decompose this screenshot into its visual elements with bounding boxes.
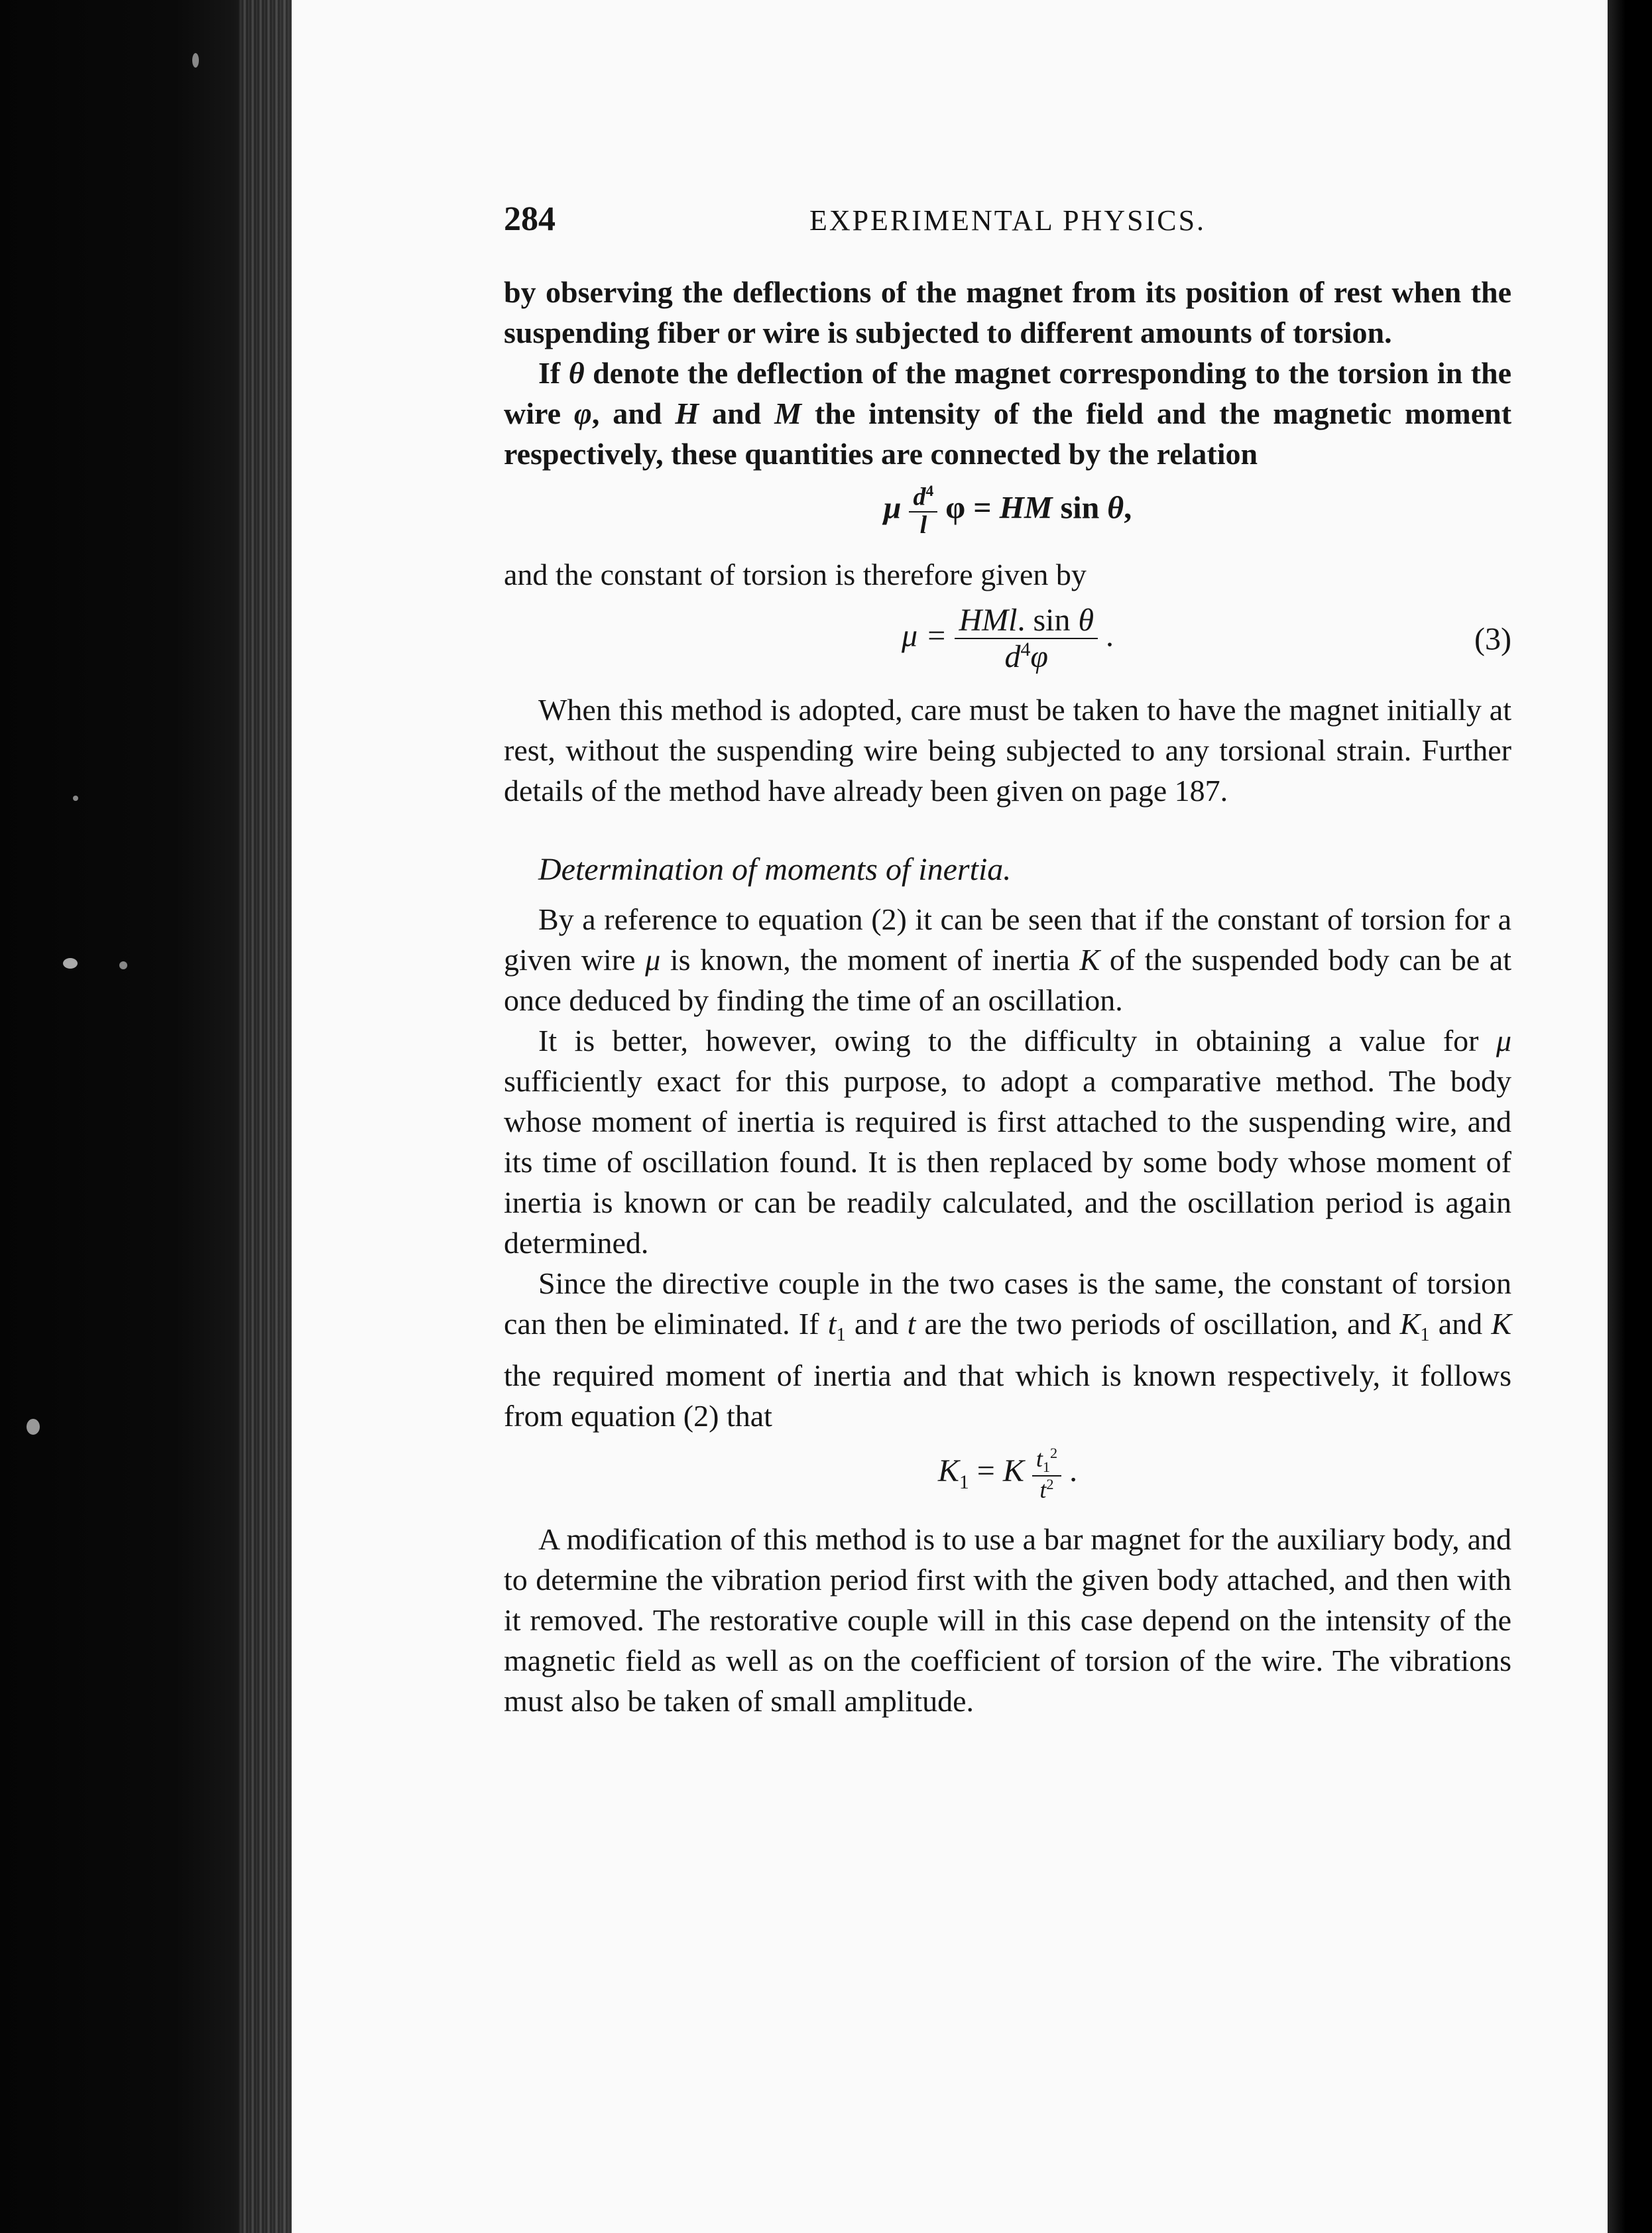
fraction: $\frac{t_1^2}{t^2}$ [1032, 1445, 1061, 1502]
page-number: 284 [504, 200, 556, 238]
fraction: $\frac{\text{HMl. sin θ}}{d^4\varphi}$ [955, 604, 1098, 674]
scan-speck [119, 961, 127, 969]
section-heading: Determination of moments of inertia. [538, 852, 1012, 888]
paragraph: A modification of this method is to use a bar magnet for the auxiliary body, and to determine the vibration period first with the given body attached, and then with it removed. The restorative couple will in this case depend on the intensity of the magnetic field as well as on the coefficient of torsion of the wire. The vibrations must also be taken of small amplitude. [504, 1522, 1511, 1718]
paragraph: and the constant of torsion is therefore given by [504, 558, 1087, 592]
book-page-edge [239, 0, 298, 2233]
fraction: $\frac{d^4}{l}$ [909, 483, 937, 538]
paragraph: By a reference to equation (2) it can be seen that if the constant of torsion for a given wire μ is known, the moment of inertia K of the suspended body can be at once deduced by finding the time of an oscillation. [504, 902, 1511, 1018]
paragraph: If θ denote the deflection of the magnet corresponding to the torsion in the wire φ, and H and M the intensity of the field and the magnetic moment respectively, these quantities are connected by the relation [504, 356, 1512, 471]
scan-speck [27, 1419, 40, 1435]
page-header [504, 199, 1511, 245]
equation-inertia-ratio: $K_1 = K$ $\frac{t_1^2}{t^2}$ . [937, 1445, 1078, 1504]
paragraph: It is better, however, owing to the difficulty in obtaining a value for μ sufficiently exact for this purpose, to adopt a comparative method. The body whose moment of inertia is required is first attached to the suspending wire, and its time of oscillation found. It is then replaced by some body whose moment of inertia is known or can be readily calculated, and the oscillation period is again determined. [504, 1024, 1511, 1260]
running-title: EXPERIMENTAL PHYSICS. [809, 204, 1207, 237]
scan-speck [73, 796, 78, 801]
paragraph: When this method is adopted, care must be taken to have the magnet initially at rest, without the suspending wire being subjected to any torsional strain. Further details of the method have already been given on page 187. [504, 693, 1511, 808]
paragraph: by observing the deflections of the magnet from its position of rest when the suspending fiber or wire is subjected to different amounts of torsion. [504, 275, 1511, 349]
page-content [504, 199, 1511, 1721]
equation-torsion-relation: μ $\frac{d^4}{l}$ φ = HM sin θ, [883, 483, 1132, 539]
paragraph: Since the directive couple in the two cases is the same, the constant of torsion can then be eliminated. If $t_1$ and t are the two periods of oscillation, and $K_1$ and K the required moment of inertia and that which is known respectively, it follows from equation (2) that [504, 1266, 1512, 1433]
scanner-background-right [1608, 0, 1652, 2233]
equation-torsion-constant: μ = $\frac{\text{HMl. sin θ}}{d^4\varphi}$ . (3) [901, 603, 1511, 674]
scan-speck [192, 53, 199, 68]
equation-number: (3) [1474, 621, 1511, 657]
scan-speck [63, 958, 78, 969]
